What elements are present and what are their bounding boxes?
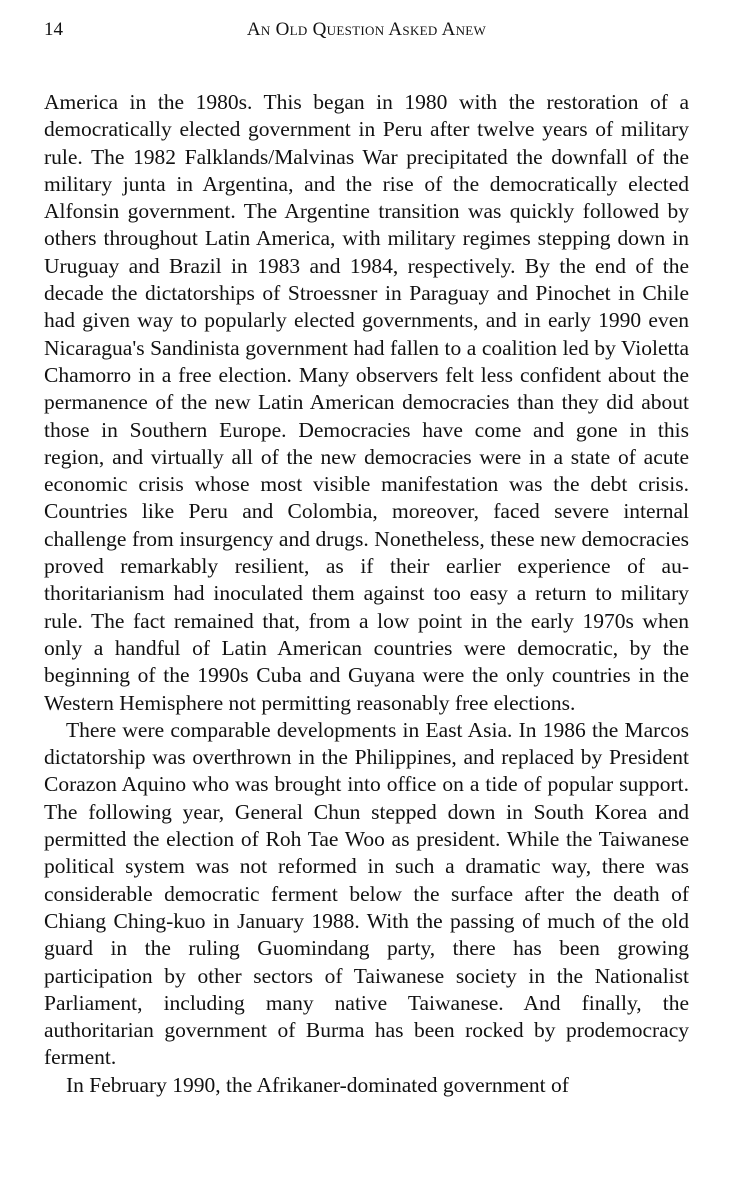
paragraph-east-asia: There were comparable developments in East Asia. In 1986 the Marcos dictatorship was overthrown in the Philippines, and replaced by President Corazon Aquino who was brought into office on a tide of popular support. The following year, General Chun stepped down in South Korea and permitted the election of Roh Tae Woo as president. While the Taiwanese political system was not reformed in such a dramatic way, there was considerable democratic ferment below the surface after the death of Chiang Ching-kuo in January 1988. With the passing of much of the old guard in the ruling Guomindang party, there has been growing participation by other sectors of Taiwanese society in the Nationalist Parliament, including many native Taiwanese. And finally, the authoritarian government of Burma has been rocked by prodemocracy ferment. xyxy=(44,717,689,1070)
paragraph-south-africa: In February 1990, the Afrikaner-dominated government of xyxy=(66,1072,569,1097)
running-header xyxy=(44,18,689,50)
running-title: An Old Question Asked Anew xyxy=(246,19,487,40)
body-text xyxy=(44,89,689,1099)
page-number: 14 xyxy=(44,19,63,40)
paragraph-continued: America in the 1980s. This began in 1980 with the restoration of a democratically elected government in Peru after twelve years of military rule. The 1982 Falklands/Malvinas War precipitated the downfall of the military junta in Argentina, and the rise of the democratically elected Alfonsin government. The Argentine transition was quickly followed by others throughout Latin America, with military regimes stepping down in Uruguay and Brazil in 1983 and 1984, respectively. By the end of the decade the dictatorships of Stroessner in Paraguay and Pinochet in Chile had given way to popularly elected governments, and in early 1990 even Nicaragua's Sandinista government had fallen to a coalition led by Violetta Chamorro in a free election. Many observers felt less confident about the permanence of the new Latin American democracies than they did about those in Southern Europe. Democracies have come and gone in this region, and virtually all of the new democracies were in a state of acute economic crisis whose most visible manifestation was the debt crisis. Countries like Peru and Colombia, moreover, faced severe internal challenge from insurgency and drugs. Nonetheless, these new democracies proved remarkably resilient, as if their earlier experience of authoritarianism had inoculated them against too easy a return to military rule. The fact remained that, from a low point in the early 1970s when only a handful of Latin American countries were democratic, by the beginning of the 1990s Cuba and Guyana were the only countries in the Western Hemisphere not permitting reasonably free elections. xyxy=(44,90,689,715)
